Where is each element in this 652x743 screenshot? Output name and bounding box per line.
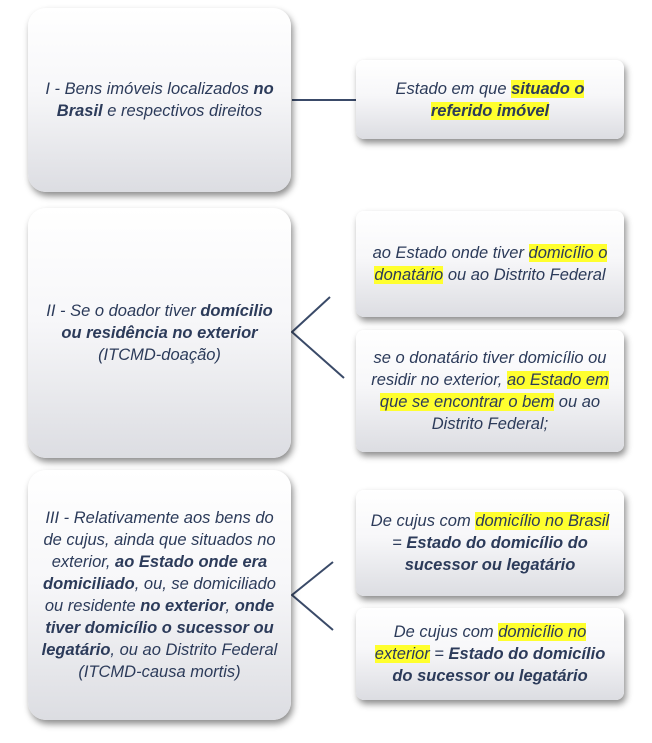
- text-segment: ou ao Distrito Federal: [443, 266, 606, 284]
- left-box-2-text: [38, 300, 281, 366]
- highlighted-text: situado o referido imóvel: [430, 79, 585, 120]
- highlighted-text: domicílio no exterior: [374, 623, 587, 663]
- left-box-2: [28, 208, 291, 458]
- text-segment: (ITCMD-doação): [98, 346, 221, 364]
- right-box-3b: [356, 608, 624, 700]
- text-segment: =: [392, 534, 407, 552]
- text-segment: Estado em que: [395, 79, 512, 98]
- text-segment: III - Relativamente aos bens do de cujus, ainda que situados no exterior,: [43, 509, 276, 571]
- highlighted-text: ao Estado em que se encontrar o bem: [379, 371, 609, 411]
- text-segment: , ou ao Distrito Federal (ITCMD-causa mortis): [78, 641, 278, 681]
- right-box-3a-text: [366, 510, 614, 576]
- bold-text: ao Estado onde era domiciliado: [43, 553, 268, 593]
- text-segment: De cujus com: [370, 512, 476, 530]
- bold-text: onde tiver domicílio o sucessor ou legatário: [41, 597, 275, 659]
- bold-text: domícilio ou residência no exterior: [61, 302, 273, 342]
- highlighted-text: domicílio o donatário: [374, 244, 608, 284]
- right-box-1-text: [366, 78, 614, 122]
- text-segment: se o donatário tiver domicílio ou residir no exterior,: [371, 349, 607, 389]
- bold-text: Estado do domicílio do sucessor ou legatário: [404, 534, 588, 574]
- connector-row3: [292, 562, 333, 630]
- text-segment: ,: [225, 597, 235, 615]
- right-box-1: [356, 60, 624, 139]
- left-box-3: [28, 470, 291, 720]
- right-box-3a: [356, 490, 624, 596]
- right-box-2a-text: [366, 242, 614, 286]
- right-box-2a: [356, 211, 624, 317]
- right-box-2b: [356, 330, 624, 452]
- bold-text: no Brasil: [56, 80, 274, 120]
- right-box-2b-text: [366, 347, 614, 435]
- left-box-1-text: [38, 78, 281, 122]
- text-segment: I - Bens imóveis localizados: [45, 80, 254, 98]
- bold-text: Estado do domicílio do sucessor ou legatário: [392, 645, 606, 685]
- text-segment: ao Estado onde tiver: [372, 244, 529, 262]
- left-box-3-text: [38, 507, 281, 683]
- left-box-1: [28, 8, 291, 192]
- highlighted-text: domicílio no Brasil: [475, 512, 610, 530]
- text-segment: =: [429, 645, 449, 663]
- text-segment: , ou, se domiciliado ou residente: [44, 575, 276, 615]
- right-box-3b-text: [366, 621, 614, 687]
- text-segment: De cujus com: [393, 623, 499, 641]
- text-segment: e respectivos direitos: [102, 102, 263, 120]
- text-segment: II - Se o doador tiver: [46, 302, 201, 320]
- text-segment: ou ao Distrito Federal;: [431, 393, 601, 433]
- bold-text: no exterior: [140, 597, 226, 615]
- connector-row2: [292, 297, 344, 378]
